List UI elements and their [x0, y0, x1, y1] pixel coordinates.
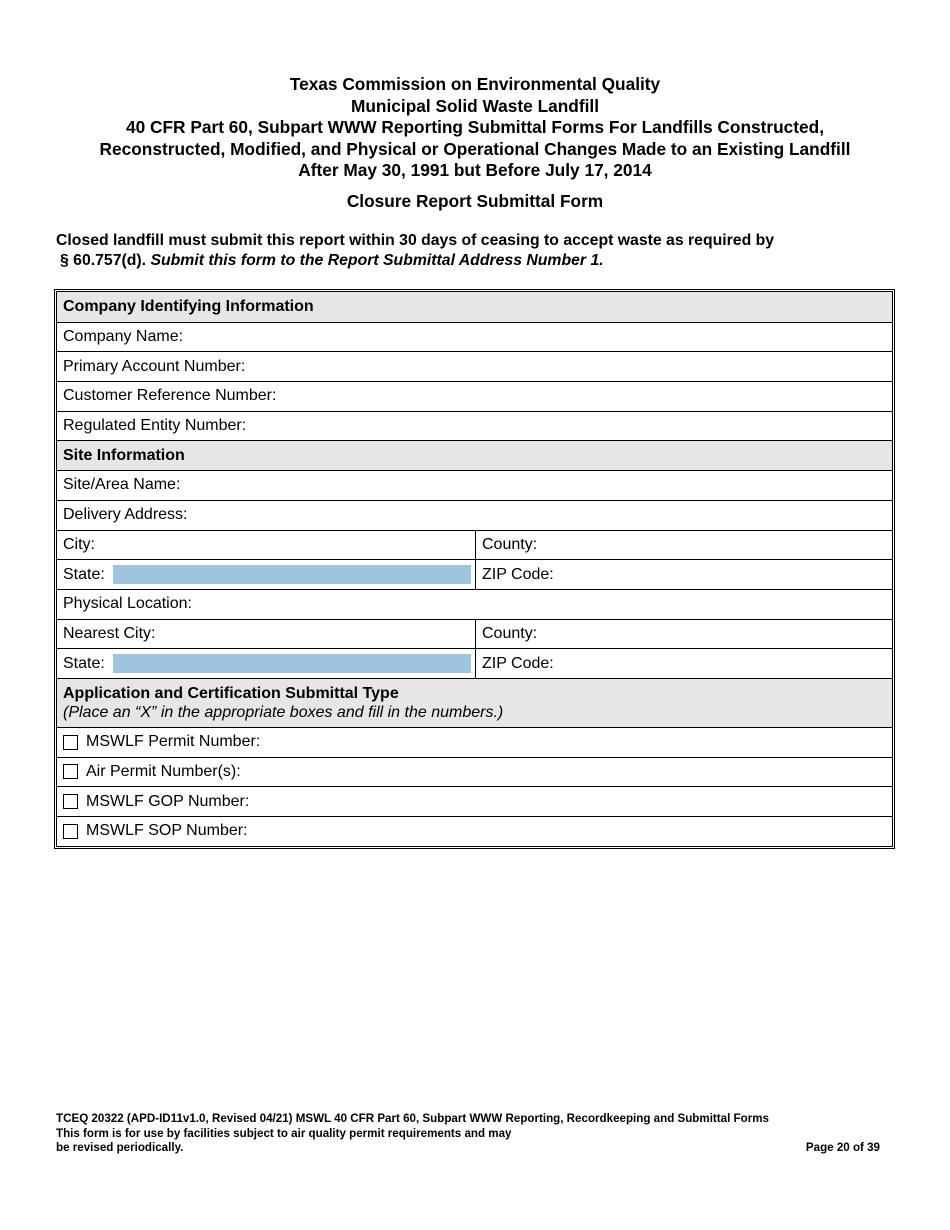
mswlf-gop-checkbox[interactable]: [63, 794, 78, 809]
regulation-title-line-2: Reconstructed, Modified, and Physical or Operational Changes Made to an Existing Landfill: [99, 138, 851, 159]
zip-field[interactable]: [476, 560, 892, 589]
page-footer: [56, 1112, 880, 1156]
delivery-address-label: Delivery Address:: [63, 506, 188, 524]
physical-location-label: Physical Location:: [63, 595, 192, 613]
nearest-city-label: Nearest City:: [63, 624, 156, 642]
form-title: Closure Report Submittal Form: [346, 190, 604, 211]
document-header: [0, 74, 950, 212]
state-2-field: [57, 649, 476, 678]
section-application: [57, 678, 892, 727]
footer-form-id: TCEQ 20322 (APD-ID11v1.0, Revised 04/21) MSWL 40 CFR Part 60, Subpart WWW Reporting, Recordkeeping and Submittal Forms: [56, 1112, 769, 1125]
program-title: Municipal Solid Waste Landfill: [350, 95, 600, 116]
air-permit-label: Air Permit Number(s):: [86, 762, 241, 780]
county-field[interactable]: [476, 531, 892, 560]
regulation-citation: § 60.757(d).: [60, 252, 147, 269]
company-name-label: Company Name:: [63, 328, 184, 346]
state-label: State:: [63, 565, 105, 583]
instructions-line-2: [56, 251, 906, 271]
customer-reference-label: Customer Reference Number:: [63, 387, 277, 405]
nearest-city-field[interactable]: [57, 620, 476, 649]
mswlf-permit-checkbox[interactable]: [63, 735, 78, 750]
footer-note-line-1: This form is for use by facilities subject to air quality permit requirements and may: [56, 1126, 512, 1140]
instructions: [56, 231, 906, 271]
regulated-entity-label: Regulated Entity Number:: [63, 417, 247, 435]
footer-note-line-2: be revised periodically.: [56, 1141, 184, 1154]
page-number: Page 20 of 39: [805, 1141, 880, 1154]
section-site-heading: Site Information: [63, 446, 185, 464]
air-permit-row: [57, 757, 892, 787]
company-name-field[interactable]: [57, 322, 892, 352]
city-county-row: [57, 530, 892, 560]
customer-reference-field[interactable]: [57, 381, 892, 411]
section-application-header: [57, 679, 892, 727]
primary-account-label: Primary Account Number:: [63, 357, 246, 375]
city-field[interactable]: [57, 531, 476, 560]
county-2-field[interactable]: [476, 620, 892, 649]
nearest-city-county-row: [57, 619, 892, 649]
mswlf-permit-field[interactable]: [57, 728, 892, 757]
mswlf-permit-row: [57, 727, 892, 757]
state-field: [57, 560, 476, 589]
city-label: City:: [63, 535, 95, 553]
instructions-line-1: Closed landfill must submit this report within 30 days of ceasing to accept waste as required by: [56, 232, 775, 249]
mswlf-sop-row: [57, 816, 892, 846]
regulation-title-line-3: After May 30, 1991 but Before July 17, 2014: [298, 160, 652, 180]
section-site: [57, 440, 892, 470]
mswlf-sop-checkbox[interactable]: [63, 824, 78, 839]
agency-title: Texas Commission on Environmental Quality: [289, 74, 661, 94]
mswlf-sop-label: MSWLF SOP Number:: [86, 822, 248, 840]
air-permit-field[interactable]: [57, 758, 892, 787]
mswlf-gop-field[interactable]: [57, 787, 892, 816]
state-zip-row: [57, 559, 892, 589]
mswlf-gop-row: [57, 786, 892, 816]
closure-report-form: [54, 289, 895, 849]
site-name-label: Site/Area Name:: [63, 476, 181, 494]
primary-account-field[interactable]: [57, 351, 892, 381]
regulation-title-line-1: 40 CFR Part 60, Subpart WWW Reporting Submittal Forms For Landfills Constructed,: [125, 117, 824, 137]
section-company-heading: Company Identifying Information: [63, 297, 314, 315]
county-2-label: County:: [482, 624, 538, 642]
mswlf-gop-label: MSWLF GOP Number:: [86, 792, 250, 810]
section-application-note: (Place an “X” in the appropriate boxes and fill in the numbers.): [63, 703, 504, 721]
mswlf-permit-label: MSWLF Permit Number:: [86, 733, 261, 751]
zip-label: ZIP Code:: [482, 565, 554, 583]
state-2-dropdown[interactable]: [113, 654, 471, 673]
section-company: [57, 292, 892, 322]
state-dropdown[interactable]: [113, 565, 471, 584]
section-application-heading: Application and Certification Submittal Type: [63, 684, 399, 702]
delivery-address-field[interactable]: [57, 500, 892, 530]
state-2-label: State:: [63, 654, 105, 672]
mswlf-sop-field[interactable]: [57, 817, 892, 846]
submittal-instruction: Submit this form to the Report Submittal Address Number 1.: [150, 252, 604, 269]
physical-location-field[interactable]: [57, 589, 892, 619]
zip-2-label: ZIP Code:: [482, 654, 554, 672]
regulated-entity-field[interactable]: [57, 411, 892, 441]
county-label: County:: [482, 535, 538, 553]
zip-2-field[interactable]: [476, 649, 892, 678]
site-name-field[interactable]: [57, 470, 892, 500]
air-permit-checkbox[interactable]: [63, 764, 78, 779]
state-zip-row-2: [57, 648, 892, 678]
